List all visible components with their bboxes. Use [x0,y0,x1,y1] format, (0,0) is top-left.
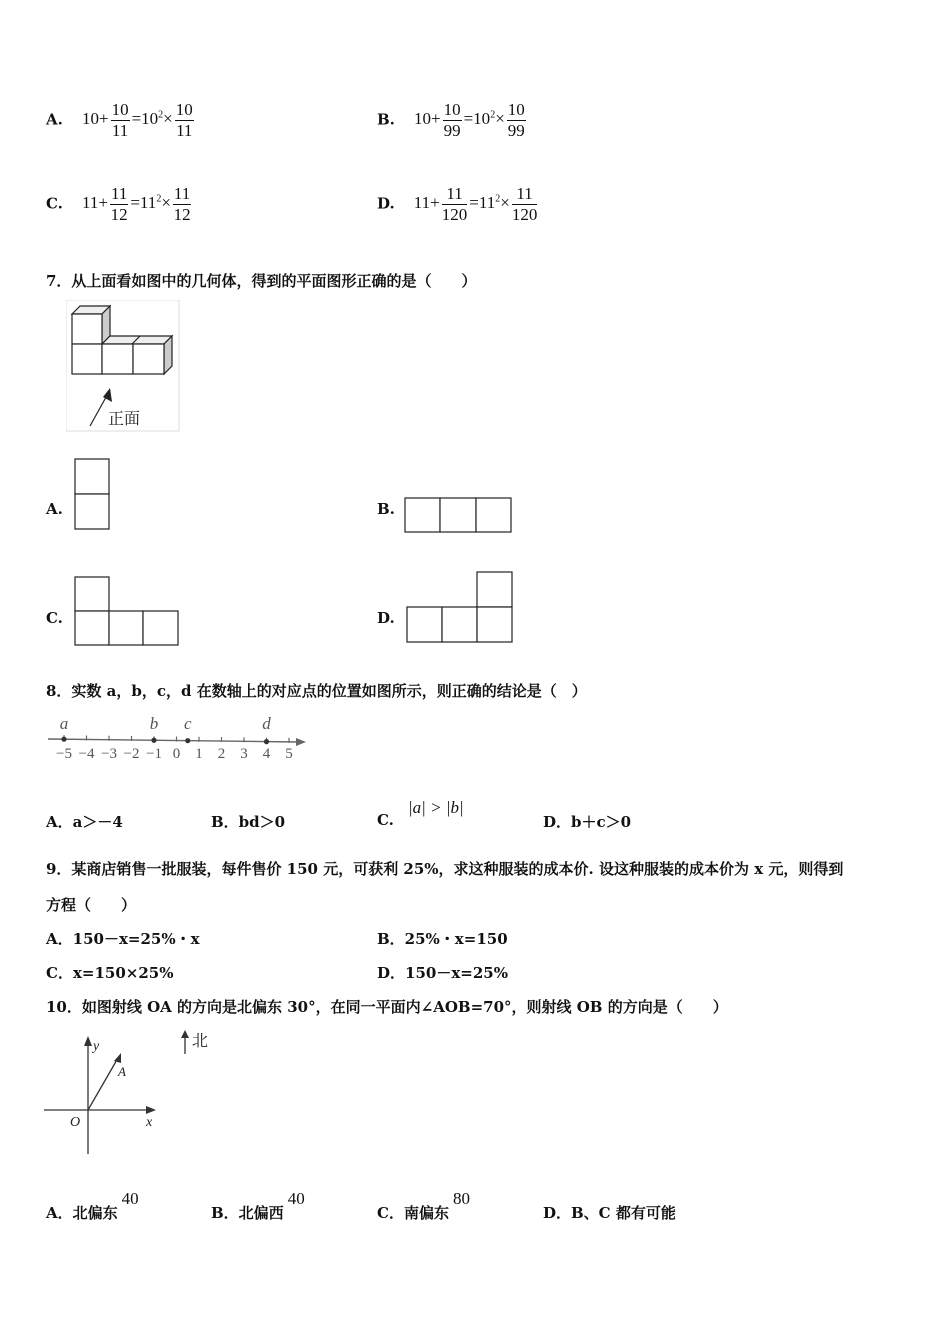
q8-option-c-math: |a| > |b| [408,798,464,817]
point-label-c: c [183,714,192,733]
x-axis-label: x [146,1115,153,1130]
point-d [264,739,269,744]
front-label: 正面 [108,411,141,428]
north-label: 北 [192,1033,209,1050]
y-arrow-icon [84,1036,92,1046]
q6-option-a [46,100,196,141]
q10-option-c: C．南偏东80 [377,1189,470,1222]
tick-label: 3 [240,746,248,762]
math-expression: 11+ $\frac{11}{120}$ $=11^2\times$ $\frac{11}{120}$ [413,184,538,224]
q7-option-b-figure [402,495,514,535]
point-label-d: d [262,714,271,733]
q7-option-a-label: A. [46,500,63,518]
q8-text: 8．实数 a，b，c，d 在数轴上的对应点的位置如图所示，则正确的结论是（ ） [46,682,587,700]
q6-option-d [377,184,539,225]
point-label-a: a [59,714,69,733]
q7-option-b-label: B. [377,500,395,518]
q8-option-c-label: C. [377,811,394,829]
q8-option-d: D．b＋c＞0 [543,813,632,831]
point-a [61,737,66,742]
option-label: B. [377,110,395,129]
q8-option-b: B．bd＞0 [211,813,286,831]
tick-label: −1 [146,746,162,762]
q7-text: 7．从上面看如图中的几何体，得到的平面图形正确的是（ ） [46,272,477,290]
y-axis-label: y [93,1039,100,1054]
tick-label: −5 [56,746,72,762]
point-a-label: A [118,1064,126,1079]
tick-label: 4 [262,746,271,762]
q10-option-a: A．北偏东40 [46,1189,139,1222]
q9-option-a: A．150－x=25%・x [46,930,200,948]
tick-label: −2 [123,746,140,762]
q7-option-c-label: C. [46,609,63,627]
north-arrow-icon [181,1030,189,1038]
math-expression: 10+ $\frac{10}{99}$ $=10^2\times$ $\frac{10}{99}$ [414,100,525,140]
point-b [151,738,156,743]
option-label: A. [46,110,63,129]
q7-option-d-figure [404,569,516,645]
ray-arrow-icon [114,1053,121,1063]
point-label-b: b [149,714,159,733]
q9-text-line2: 方程（ ） [46,896,137,914]
q7-option-d-label: D. [377,609,395,627]
point-c [185,738,190,743]
tick-label: 1 [195,746,203,762]
tick-label: −4 [78,746,95,762]
q7-option-a-figure [72,457,112,533]
q9-text-line1: 9．某商店销售一批服装，每件售价 150 元，可获利 25%，求这种服装的成本价. 设这种服装的成本价为 x 元，则得到 [46,860,844,878]
origin-label: O [70,1115,81,1130]
arrow-icon [296,738,306,746]
q6-option-b [377,100,528,141]
q10-text: 10．如图射线 OA 的方向是北偏东 30°，在同一平面内∠AOB=70°，则射线 OB 的方向是（ ） [46,998,728,1016]
option-label: C. [46,194,63,213]
math-expression: 11+ $\frac{11}{12}$ $=11^2\times$ $\frac{11}{12}$ [82,184,191,224]
tick-label: −3 [101,746,117,762]
tick-label: 0 [172,746,181,762]
q7-solid-figure [66,300,180,432]
q8-number-line [44,712,310,768]
q10-figure [40,1028,230,1162]
tick-label: 5 [285,746,293,762]
tick-label: 2 [217,746,226,762]
math-expression: 10+ $\frac{10}{11}$ $=10^2\times$ $\frac{10}{11}$ [81,100,193,140]
q10-option-b: B．北偏西40 [211,1189,305,1222]
x-arrow-icon [146,1106,156,1114]
q10-option-d: D．B、C 都有可能 [543,1204,676,1222]
q6-option-c [46,184,193,225]
option-label: D. [377,194,395,213]
q8-option-a: A．a＞－4 [46,813,123,831]
q7-option-c-figure [72,574,182,648]
q9-option-b: B．25%・x=150 [377,930,508,948]
q9-option-d: D．150－x=25% [377,964,508,982]
q9-option-c: C．x=150×25% [46,964,174,982]
